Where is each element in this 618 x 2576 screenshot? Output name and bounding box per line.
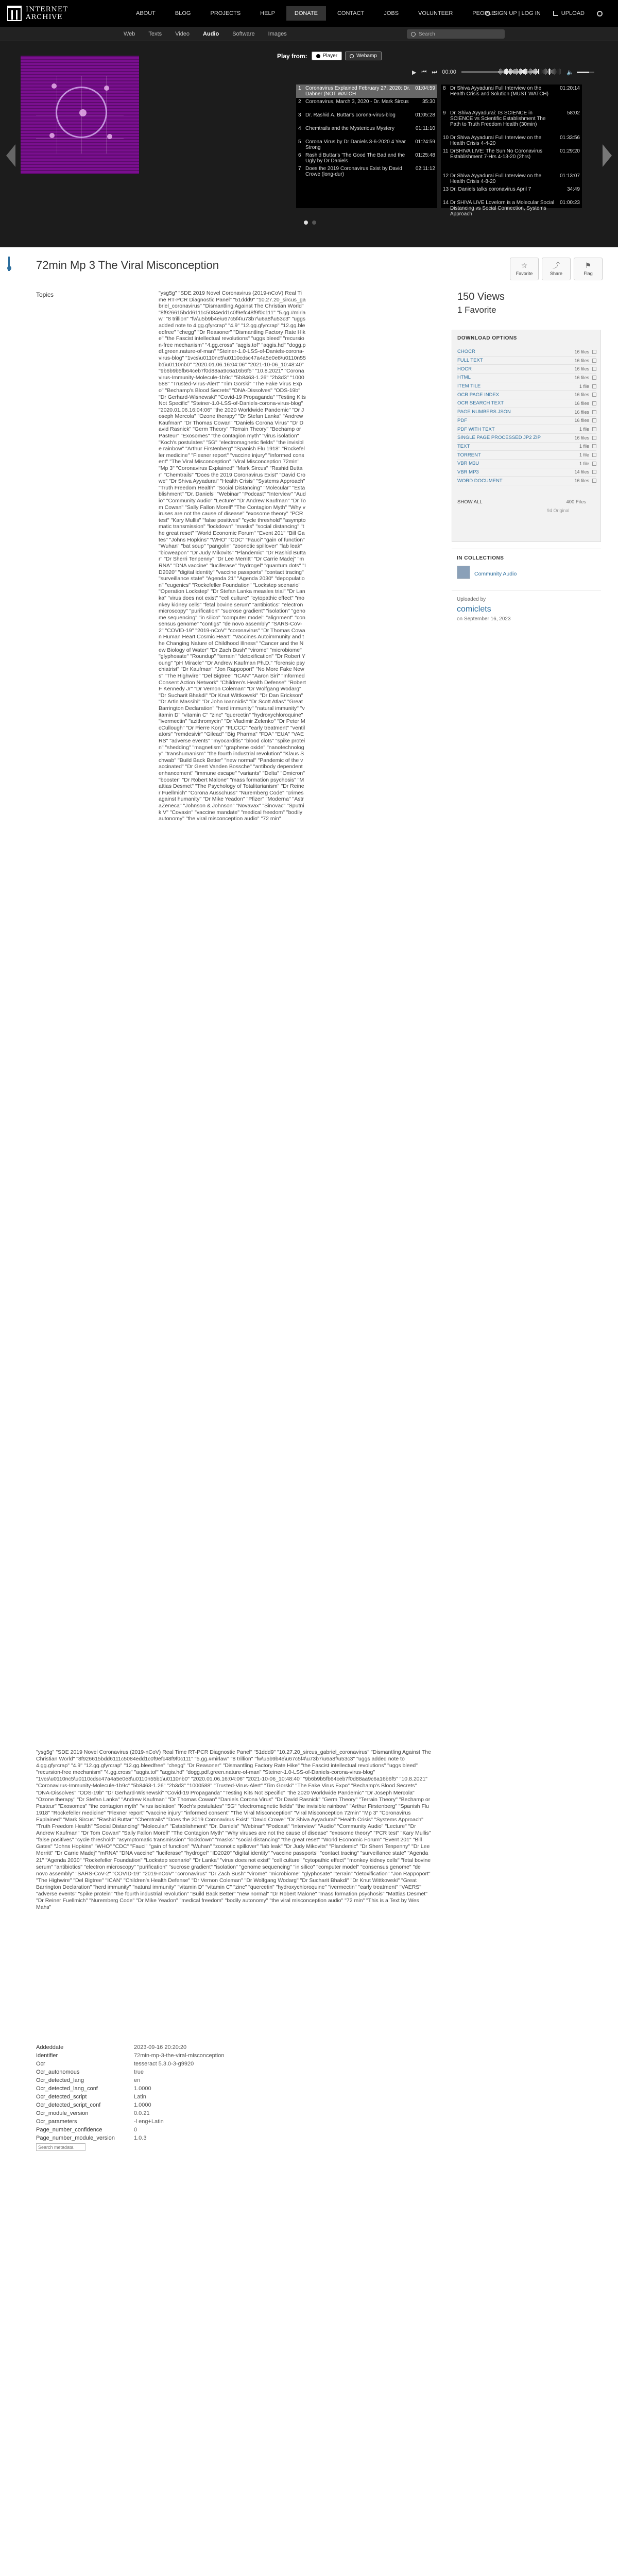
download-options-panel xyxy=(452,330,601,542)
waveform-bar xyxy=(512,70,513,74)
metadata-value: 1.0.3 xyxy=(134,2135,147,2141)
top-nav-jobs[interactable] xyxy=(375,6,407,21)
download-format-link[interactable]: FULL TEXT xyxy=(457,358,483,364)
track-title: Dr Shiva Ayyadurai Full Interview on the Health Crisis 4-8-20 xyxy=(450,173,542,184)
playlist-track[interactable] xyxy=(296,138,437,151)
metadata-key: Page_number_confidence xyxy=(36,2127,102,2133)
metadata-key: Ocr_parameters xyxy=(36,2119,77,2125)
waveform-bar xyxy=(516,69,517,75)
metadata-value: tesseract 5.3.0-3-g9920 xyxy=(134,2061,194,2067)
track-title: Dr. Daniels talks coronavirus April 7 xyxy=(450,187,531,192)
play-source-options xyxy=(312,52,382,60)
top-nav-items xyxy=(128,6,503,21)
waveform-bar xyxy=(532,70,533,73)
metadata-value: 72min-mp-3-the-viral-misconception xyxy=(134,2053,225,2059)
metadata-row xyxy=(36,2126,324,2134)
waveform-bar xyxy=(508,71,509,72)
user-icon xyxy=(485,11,490,16)
download-file-count: 1 file xyxy=(579,461,589,466)
track-title: Dr Shiva Ayyadurai Full Interview on the Health Crisis 4-4-20 xyxy=(450,135,542,146)
track-title: DrSHIVA LIVE: The Sun No Coronavirus Establishment 7-Hrs 4-13-20 (2hrs) xyxy=(450,148,543,160)
media-type-video[interactable]: Video xyxy=(175,31,190,37)
logo-text: INTERNET ARCHIVE xyxy=(26,6,68,21)
upload-icon xyxy=(553,11,558,16)
audio-item-icon xyxy=(7,257,13,271)
download-icon[interactable] xyxy=(592,479,596,483)
topics-text: "ysg5g" "SDE 2019 Novel Coronavirus (2019-nCoV) Real Time RT-PCR Diagnostic Panel" "51ddd9" "10.27.20_sircus_gabriel_coronavirus" "Dismantling Against The Christian World" "8f926615bdd6111c5084edd1c0f9efc48f9f0c111" "5.gg.#mirlaw" "8 trillion" "fw\u5b9b4e\u67c5f4\u73b7\u6a8f\u53c3" "uggs added note to 4.gg.gfyrcrap" "4.9" "12.gg.gfyrcrap" "12.gg.bleedfree" "chegg" "Dr Reasoner" "Dismantling Factory Rate Hike" "the Fascist intellectual revolutions" "uggs bleed" "recursion-free mechanism" "4.gg.cross" "aqgis.tof" "aqgis.hd" "dogg.pdf.green.nature-of-man" "Steiner-1.0-LSS-of-Daniels-corona-virus-blog" "1vcs\u0110nc5\u0110cdsc47a4a5e0e8\u0110n55b1\u0110nb0" "2020.01.06.16:04:06" "2021-10-06_10:48:40" "9b6b9b5fb64ceb7f0d88aa9c6a16b6f5" "10.8.2021" "Coronavirus-Immunity-Molecule-1b9c" "5b8463-1.26" "2b3d3" "1000588" "Trusted-Virus-Alert" "Tim Gorski" "The Fake Virus Expo" "Bechamp's Blood Secrets" "DNA-Dissolves" "ODS-19b" "Dr Gerhard-Wisnewski" "Covid-19 Propaganda" "Testing Kits Not Specific" "Steiner-1.0-LSS-of-Daniels-corona-virus-blog" "2020.01.06.16:04:06" "the 2020 Worldwide Pandemic" "Dr Joseph Mercola" "Ozone therapy" "Dr Stefan Lanka" "Andrew Kaufman" "Dr Thomas Cowan" "Daniels Corona Virus" "Dr David Rasnick" "Germ Theory" "Terrain Theory" "Bechamp or Pasteur" "Exosomes" "the contagion myth" "virus isolation" "Koch's postulates" "5G" "electromagnetic fields" "the invisible rainbow" "Arthur Firstenberg" "Spanish Flu 1918" "Rockefeller medicine" "Flexner report" "vaccine injury" "informed consent" "The Viral Misconception" "Viral Misconception 72min" "Mp 3" "Coronavirus Explained" "Mark Sircus" "Rashid Buttar" "Chemtrails" "Does the 2019 Coronavirus Exist" "David Crowe" "Dr Shiva Ayyadurai" "Health Crisis" "Systems Approach" "Truth Freedom Health" "Social Distancing" "Molecular" "Establishment" "Dr. Daniels" "Webinar" "Podcast" "Interview" "Audio" "Community Audio" "Lecture" "Dr Andrew Kaufman" "Dr Tom Cowan" "Sally Fallon Morell" "The Contagion Myth" "Why viruses are not the cause of disease" "exosome theory" "PCR test" "Kary Mullis" "false positives" "cycle threshold" "asymptomatic transmission" "lockdown" "masks" "social distancing" "the great reset" "World Economic Forum" "Event 201" "Bill Gates" "Johns Hopkins" "WHO" "CDC" "Fauci" "gain of function" "Wuhan" "bat soup" "pangolin" "zoonotic spillover" "lab leak" "bioweapon" "Dr Judy Mikovits" "Plandemic" "Dr Rashid Buttar" "Dr Sherri Tenpenny" "Dr Lee Merritt" "Dr Carrie Madej" "mRNA" "DNA vaccine" "luciferase" "hydrogel" "quantum dots" "ID2020" "digital identity" "vaccine passports" "contact tracing" "surveillance state" "Agenda 21" "Agenda 2030" "depopulation" "eugenics" "Rockefeller Foundation" "Lockstep scenario" "Operation Lockstep" "Dr Stefan Lanka measles trial" "Dr Lanka" "virus does not exist" "cell culture" "cytopathic effect" "monkey kidney cells" "fetal bovine serum" "antibiotics" "electron microscopy" "purification" "sucrose gradient" "isolation" "genome sequencing" "in silico" "computer model" "alignment" "consensus genome" "contigs" "de novo assembly" "SARS-CoV-2" "COVID-19" "2019-nCoV" "coronavirus" "Dr Thomas Cowan Human Heart Cosmic Heart" "Vaccines Autoimmunity and the Changing Nature of Childhood Illness" "Cancer and the New Biology of Water" "Dr Zach Bush" "virome" "microbiome" "glyphosate" "Roundup" "terrain" "detoxification" "Dr Robert Young" "pH Miracle" "Dr Andrew Kaufman Ph.D." "forensic psychiatrist" "Dr Kaufman" "Jon Rappoport" "No More Fake News" "The Highwire" "Del Bigtree" "ICAN" "Aaron Siri" "Informed Consent Action Network" "Children's Health Defense" "Robert F Kennedy Jr" "Dr Vernon Coleman" "Dr Wolfgang Wodarg" "Dr Sucharit Bhakdi" "Dr Knut Wittkowski" "Dr Dan Erickson" "Dr Artin Massihi" "Dr John Ioannidis" "Dr Scott Atlas" "Great Barrington Declaration" "herd immunity" "natural immunity" "vitamin D" "vitamin C" "zinc" "quercetin" "hydroxychloroquine" "ivermectin" "azithromycin" "Dr Vladimir Zelenko" "Dr Peter McCullough" "Dr Pierre Kory" "FLCCC" "early treatment" "ventilators" "remdesivir" "Gilead" "Big Pharma" "FDA" "EUA" "VAERS" "adverse events" "myocarditis" "blood clots" "spike protein" "shedding" "magnetism" "graphene oxide" "nanotechnology" "transhumanism" "the fourth industrial revolution" "Klaus Schwab" "Build Back Better" "new normal" "Pandemic of the vaccinated" "Dr Geert Vanden Bossche" "antibody dependent enhancement" "immune escape" "variants" "Delta" "Omicron" "booster" "Dr Robert Malone" "mass formation psychosis" "Mattias Desmet" "The Psychology of Totalitarianism" "Dr Reiner Fuellmich" "Corona Ausschuss" "Nuremberg Code" "crimes against humanity" "Dr Mike Yeadon" "Pfizer" "Moderna" "AstraZeneca" "Johnson & Johnson" "Novavax" "Sinovac" "Sputnik V" "Covaxin" "vaccine mandate" "medical freedom" "bodily autonomy" "the viral misconception audio" "72 min" xyxy=(159,290,306,822)
top-nav-label: CONTACT xyxy=(337,10,365,16)
waveform-bar xyxy=(519,69,520,74)
download-format-link[interactable]: HTML xyxy=(457,375,471,381)
metadata-key: Ocr xyxy=(36,2061,45,2067)
metadata-key: Identifier xyxy=(36,2053,58,2059)
top-nav-label: PROJECTS xyxy=(210,10,241,16)
track-duration: 01:05:28 xyxy=(415,112,435,118)
metadata-key: Page_number_module_version xyxy=(36,2135,115,2141)
waveform-bar xyxy=(521,69,522,74)
waveform-bar xyxy=(518,71,519,72)
download-file-count: 16 files xyxy=(574,358,589,363)
track-duration: 01:25:48 xyxy=(415,152,435,158)
upload-link[interactable]: UPLOAD xyxy=(548,6,590,21)
top-nav-donate[interactable] xyxy=(286,6,326,21)
views-count: 150 Views xyxy=(457,291,505,302)
track-title: Dr SHIVA LIVE Lovelorn is a Molecular Social Distancing vs Social Connection, Systems Approach xyxy=(450,200,555,217)
media-type-texts[interactable]: Texts xyxy=(148,31,162,37)
metadata-row xyxy=(36,2101,324,2109)
media-type-bar xyxy=(0,27,618,41)
share-button[interactable]: ⤴ Share xyxy=(542,258,571,280)
favorites-count: 1 Favorite xyxy=(457,305,496,315)
metadata-key: Ocr_module_version xyxy=(36,2110,89,2116)
download-format-link[interactable]: PDF xyxy=(457,417,467,423)
download-file-count: 16 files xyxy=(574,409,589,415)
top-nav-label: BLOG xyxy=(175,10,191,16)
download-icon[interactable] xyxy=(592,410,596,414)
metadata-search-row xyxy=(36,2143,324,2151)
original-count: 94 Original xyxy=(547,508,570,513)
download-file-count: 16 files xyxy=(574,418,589,423)
download-format-link[interactable]: VBR MP3 xyxy=(457,469,479,475)
top-nav-volunteer[interactable] xyxy=(410,6,461,21)
metadata-value: Latin xyxy=(134,2094,146,2100)
track-title: Coronavirus, March 3, 2020 - Dr. Mark Sircus xyxy=(305,99,409,105)
download-format-link[interactable]: PDF WITH TEXT xyxy=(457,426,495,432)
download-file-count: 16 files xyxy=(574,400,589,406)
download-file-count: 16 files xyxy=(574,366,589,372)
track-number: 11 xyxy=(443,148,449,154)
track-duration: 01:24:59 xyxy=(415,139,435,145)
metadata-row xyxy=(36,2084,324,2093)
previous-arrow-icon[interactable] xyxy=(6,144,15,167)
collections-title: IN COLLECTIONS xyxy=(457,555,504,561)
waveform-bar xyxy=(533,70,534,74)
download-options-list xyxy=(457,348,596,485)
play-icon[interactable]: ▶ xyxy=(412,69,417,76)
track-title: Corona Virus by Dr Daniels 3-6-2020 4 Year Strong xyxy=(305,139,406,150)
waveform-bar xyxy=(505,69,506,74)
top-navigation xyxy=(0,0,618,27)
search-toggle[interactable] xyxy=(592,6,608,21)
playlist-track[interactable] xyxy=(296,151,437,165)
metadata-value: 0 xyxy=(134,2127,138,2133)
playlist-track[interactable] xyxy=(441,185,582,199)
download-option-row[interactable] xyxy=(457,451,596,460)
playlist-right xyxy=(441,84,582,217)
track-number: 8 xyxy=(443,86,446,91)
track-number: 5 xyxy=(298,139,301,145)
download-option-row[interactable] xyxy=(457,468,596,477)
share-icon: ⤴ xyxy=(553,261,560,269)
uploader-panel xyxy=(452,590,601,628)
album-cover-image xyxy=(21,56,139,174)
subnav-search-input[interactable]: Search xyxy=(407,29,505,39)
show-all-count: 400 Files xyxy=(566,499,586,505)
carousel-dot[interactable] xyxy=(312,221,316,225)
metadata-search-input[interactable] xyxy=(36,2143,85,2151)
waveform-bar xyxy=(514,69,515,74)
download-icon[interactable] xyxy=(592,462,596,466)
carousel-dot[interactable] xyxy=(304,221,308,225)
playlist-track[interactable] xyxy=(441,147,582,172)
play-source-label: Webamp xyxy=(356,53,377,59)
download-option-row[interactable] xyxy=(457,357,596,365)
download-format-link[interactable]: OCR SEARCH TEXT xyxy=(457,400,504,406)
topics-label: Topics xyxy=(36,291,54,298)
metadata-value: 1.0000 xyxy=(134,2086,151,2092)
waveform-bar xyxy=(537,71,538,73)
metadata-value: 0.0.21 xyxy=(134,2110,150,2116)
download-format-link[interactable]: PAGE NUMBERS JSON xyxy=(457,409,511,415)
track-number: 10 xyxy=(443,135,449,141)
track-number: 12 xyxy=(443,173,449,179)
download-format-link[interactable]: HOCR xyxy=(457,366,472,372)
download-icon[interactable] xyxy=(592,376,596,380)
metadata-row xyxy=(36,2117,324,2126)
metadata-key: Addeddate xyxy=(36,2044,64,2050)
top-nav-projects[interactable] xyxy=(202,6,249,21)
track-duration: 01:04:59 xyxy=(415,86,435,91)
volume-slider[interactable] xyxy=(577,72,594,73)
metadata-key: Ocr_detected_script xyxy=(36,2094,87,2100)
download-icon[interactable] xyxy=(592,350,596,354)
cover-graphic xyxy=(36,76,124,154)
download-icon[interactable] xyxy=(592,444,596,448)
play-source-webamp[interactable] xyxy=(345,52,382,60)
download-icon[interactable] xyxy=(592,436,596,440)
internet-archive-logo[interactable] xyxy=(7,4,90,23)
page-title: 72min Mp 3 The Viral Misconception xyxy=(36,259,219,272)
collections-panel xyxy=(452,549,601,586)
download-options-title: DOWNLOAD OPTIONS xyxy=(457,335,517,341)
waveform-bar xyxy=(522,70,523,73)
item-actions xyxy=(510,258,603,280)
download-option-row[interactable] xyxy=(457,348,596,357)
playlist-track[interactable] xyxy=(441,172,582,185)
top-nav-help[interactable] xyxy=(252,6,283,21)
top-nav-label: ABOUT xyxy=(136,10,156,16)
track-title: Does the 2019 Coronavirus Exist by David Crowe (long-dur) xyxy=(305,166,402,177)
download-file-count: 16 files xyxy=(574,435,589,440)
playlist-track[interactable] xyxy=(441,84,582,109)
download-option-row[interactable] xyxy=(457,460,596,468)
metadata-row xyxy=(36,2052,324,2060)
top-nav-right xyxy=(480,6,608,21)
item-description: "ysg5g" "SDE 2019 Novel Coronavirus (2019-nCoV) Real Time RT-PCR Diagnostic Panel" "51ddd9" "10.27.20_sircus_gabriel_coronavirus" "Dismantling Against The Christian World" "8f926615bdd6111c5084edd1c0f9efc48f9f0c111" "5.gg.#mirlaw" "8 trillion" "fw\u5b9b4e\u67c5f4\u73b7\u6a8f\u53c3" "uggs added note to 4.gg.gfyrcrap" "4.9" "12.gg.gfyrcrap" "12.gg.bleedfree" "chegg" "Dr Reasoner" "Dismantling Factory Rate Hike" "the Fascist intellectual revolutions" "uggs bleed" "recursion-free mechanism" "4.gg.cross" "aqgis.tof" "aqgis.hd" "dogg.pdf.green.nature-of-man" "Steiner-1.0-LSS-of-Daniels-corona-virus-blog" "1vcs\u0110nc5\u0110cdsc47a4a5e0e8\u0110n55b1\u0110nb0" "2020.01.06.16:04:06" "2021-10-06_10:48:40" "9b6b9b5fb64ceb7f0d88aa9c6a16b6f5" "10.8.2021" "Coronavirus-Immunity-Molecule-1b9c" "5b8463-1.26" "2b3d3" "1000588" "Trusted-Virus-Alert" "Tim Gorski" "The Fake Virus Expo" "Bechamp's Blood Secrets" "DNA-Dissolves" "ODS-19b" "Dr Gerhard-Wisnewski" "Covid-19 Propaganda" "Testing Kits Not Specific" "the 2020 Worldwide Pandemic" "Dr Joseph Mercola" "Ozone therapy" "Dr Stefan Lanka" "Andrew Kaufman" "Dr Thomas Cowan" "Daniels Corona Virus" "Dr David Rasnick" "Germ Theory" "Terrain Theory" "Bechamp or Pasteur" "Exosomes" "the contagion myth" "virus isolation" "Koch's postulates" "5G" "electromagnetic fields" "the invisible rainbow" "Arthur Firstenberg" "Spanish Flu 1918" "Rockefeller medicine" "Flexner report" "vaccine injury" "informed consent" "The Viral Misconception" "Viral Misconception 72min" "Mp 3" "Coronavirus Explained" "Mark Sircus" "Rashid Buttar" "Chemtrails" "Does the 2019 Coronavirus Exist" "David Crowe" "Dr Shiva Ayyadurai" "Health Crisis" "Systems Approach" "Truth Freedom Health" "Social Distancing" "Molecular" "Establishment" "Dr. Daniels" "Webinar" "Podcast" "Interview" "Audio" "Community Audio" "Lecture" "Dr Andrew Kaufman" "Dr Tom Cowan" "Sally Fallon Morell" "The Contagion Myth" "Why viruses are not the cause of disease" "exosome theory" "PCR test" "Kary Mullis" "false positives" "cycle threshold" "asymptomatic transmission" "lockdown" "masks" "social distancing" "the great reset" "World Economic Forum" "Event 201" "Bill Gates" "Johns Hopkins" "WHO" "CDC" "Fauci" "gain of function" "Wuhan" "zoonotic spillover" "lab leak" "Dr Judy Mikovits" "Plandemic" "Dr Sherri Tenpenny" "Dr Lee Merritt" "Dr Carrie Madej" "mRNA" "DNA vaccine" "luciferase" "hydrogel" "ID2020" "digital identity" "vaccine passports" "contact tracing" "surveillance state" "Agenda 21" "Agenda 2030" "Rockefeller Foundation" "Lockstep scenario" "Dr Lanka" "virus does not exist" "cell culture" "cytopathic effect" "monkey kidney cells" "fetal bovine serum" "antibiotics" "electron microscopy" "purification" "sucrose gradient" "isolation" "genome sequencing" "in silico" "computer model" "consensus genome" "de novo assembly" "SARS-CoV-2" "COVID-19" "2019-nCoV" "coronavirus" "Dr Zach Bush" "virome" "microbiome" "glyphosate" "terrain" "detoxification" "Jon Rappoport" "The Highwire" "Del Bigtree" "ICAN" "Children's Health Defense" "Dr Vernon Coleman" "Dr Wolfgang Wodarg" "Dr Sucharit Bhakdi" "Dr Knut Wittkowski" "Great Barrington Declaration" "herd immunity" "natural immunity" "vitamin D" "vitamin C" "zinc" "quercetin" "hydroxychloroquine" "ivermectin" "early treatment" "VAERS" "adverse events" "spike protein" "the fourth industrial revolution" "Build Back Better" "new normal" "Dr Robert Malone" "mass formation psychosis" "Mattias Desmet" "Dr Reiner Fuellmich" "Nuremberg Code" "Dr Mike Yeadon" "medical freedom" "bodily autonomy" "the viral misconception audio" "72 min" "This is a Text by Wes Mahs" xyxy=(36,1749,431,1911)
show-all-row[interactable] xyxy=(457,499,596,505)
track-title: Dr. Rashid A. Buttar's corona-virus-blog xyxy=(305,112,396,118)
track-duration: 34:49 xyxy=(566,187,580,192)
metadata-key: Ocr_detected_script_conf xyxy=(36,2102,101,2108)
search-icon xyxy=(411,32,416,37)
flag-icon: ⚑ xyxy=(585,261,592,269)
collection-link[interactable]: Community Audio xyxy=(474,571,517,577)
download-file-count: 16 files xyxy=(574,375,589,380)
track-duration: 01:33:56 xyxy=(560,135,580,141)
metadata-row xyxy=(36,2068,324,2076)
download-file-count: 16 files xyxy=(574,392,589,398)
download-option-row[interactable] xyxy=(457,391,596,399)
uploader-link[interactable]: comiclets xyxy=(457,605,491,614)
next-arrow-icon[interactable] xyxy=(603,144,612,167)
metadata-row xyxy=(36,2093,324,2101)
track-title: Dr. Shiva Ayyadurai: IS SCIENCE in SCIENCE vs Scientific Establishment The Path to Truth Freedom Health (30min) xyxy=(450,110,546,127)
next-track-icon[interactable]: ⏭ xyxy=(432,69,437,75)
star-icon: ☆ xyxy=(521,261,528,269)
download-icon[interactable] xyxy=(592,470,596,474)
waveform-bar xyxy=(534,69,535,74)
item-title-bar xyxy=(0,247,618,278)
upload-date: on September 16, 2023 xyxy=(457,616,511,622)
download-option-row[interactable] xyxy=(457,425,596,434)
waveform-bar xyxy=(523,70,524,74)
metadata-key: Ocr_detected_lang_conf xyxy=(36,2086,98,2092)
download-file-count: 14 files xyxy=(574,469,589,475)
waveform-bar xyxy=(526,69,527,74)
carousel-dots xyxy=(304,221,316,225)
download-icon[interactable] xyxy=(592,427,596,431)
download-format-link[interactable]: WORD DOCUMENT xyxy=(457,478,503,484)
track-title: Dr Shiva Ayyadurai Full Interview on the Health Crisis and Solution (MUST WATCH) xyxy=(450,86,548,97)
metadata-value: -l eng+Latin xyxy=(134,2119,164,2125)
download-file-count: 1 file xyxy=(579,452,589,458)
track-duration: 01:00:23 xyxy=(560,200,580,206)
metadata-key: Ocr_autonomous xyxy=(36,2069,80,2075)
waveform-bar xyxy=(536,69,537,74)
waveform-bar xyxy=(513,70,514,74)
metadata-key: Ocr_detected_lang xyxy=(36,2077,84,2083)
top-nav-label: HELP xyxy=(260,10,275,16)
download-format-link[interactable]: CHOCR xyxy=(457,349,475,355)
metadata-row xyxy=(36,2060,324,2068)
track-number: 13 xyxy=(443,187,449,192)
search-icon xyxy=(597,11,603,16)
download-option-row[interactable] xyxy=(457,374,596,382)
download-format-link[interactable]: ITEM TILE xyxy=(457,383,481,389)
waveform-bar xyxy=(510,69,511,75)
media-type-images[interactable]: Images xyxy=(268,31,287,37)
flag-button[interactable]: ⚑ Flag xyxy=(574,258,603,280)
waveform-bar xyxy=(525,69,526,75)
download-format-link[interactable]: SINGLE PAGE PROCESSED JP2 ZIP xyxy=(457,435,541,441)
metadata-value: 1.0000 xyxy=(134,2102,151,2108)
track-title: Coronavirus Explained February 27, 2020: Dr. Dabner (NOT WATCH xyxy=(305,86,410,97)
collection-thumbnail[interactable] xyxy=(457,566,470,579)
top-nav-about[interactable] xyxy=(128,6,164,21)
playlist-track[interactable] xyxy=(296,165,437,178)
playlist-track[interactable] xyxy=(296,125,437,138)
top-nav-label: VOLUNTEER xyxy=(418,10,453,16)
top-nav-blog[interactable] xyxy=(167,6,199,21)
track-number: 6 xyxy=(298,152,301,158)
download-icon[interactable] xyxy=(592,384,596,388)
download-icon[interactable] xyxy=(592,367,596,371)
download-option-row[interactable] xyxy=(457,408,596,417)
show-all-link[interactable]: SHOW ALL xyxy=(457,499,483,505)
download-option-row[interactable] xyxy=(457,417,596,426)
waveform-visual xyxy=(499,68,560,75)
download-icon[interactable] xyxy=(592,359,596,363)
metadata-row xyxy=(36,2109,324,2117)
metadata-value: 2023-09-16 20:20:20 xyxy=(134,2044,187,2050)
download-option-row[interactable] xyxy=(457,443,596,451)
play-source-label: Player xyxy=(322,53,338,59)
download-icon[interactable] xyxy=(592,418,596,422)
playlist-track[interactable] xyxy=(441,134,582,147)
playlist-left xyxy=(296,84,437,208)
track-duration: 01:11:10 xyxy=(415,126,435,131)
waveform-bar xyxy=(538,69,539,74)
elapsed-time: 00:00 xyxy=(442,69,456,75)
playlist-track[interactable] xyxy=(296,98,437,111)
metadata-value: true xyxy=(134,2069,144,2075)
top-nav-label: PEOPLE xyxy=(472,10,495,16)
download-file-count: 16 files xyxy=(574,349,589,354)
waveform-bar xyxy=(535,69,536,75)
download-format-link[interactable]: VBR M3U xyxy=(457,461,479,467)
download-option-row[interactable] xyxy=(457,434,596,443)
track-number: 3 xyxy=(298,112,301,118)
download-option-row[interactable] xyxy=(457,365,596,374)
track-number: 14 xyxy=(443,200,449,206)
download-option-row[interactable] xyxy=(457,477,596,485)
waveform-bar xyxy=(506,69,507,75)
media-type-software[interactable]: Software xyxy=(232,31,255,37)
track-title: Rashid Buttar's 'The Good The Bad and the Ugly by Dr Daniels xyxy=(305,152,405,164)
track-duration: 02:11:12 xyxy=(415,166,435,172)
metadata-row xyxy=(36,2043,324,2052)
track-duration: 01:29:20 xyxy=(560,148,580,154)
play-source-player[interactable] xyxy=(312,52,342,60)
download-file-count: 16 files xyxy=(574,478,589,484)
top-nav-label: JOBS xyxy=(384,10,399,16)
waveform-bar xyxy=(549,69,550,75)
top-nav-label: DONATE xyxy=(294,10,318,16)
download-format-link[interactable]: TORRENT xyxy=(457,452,481,458)
radio-icon xyxy=(350,54,354,58)
waveform-bar xyxy=(520,69,521,75)
track-number: 7 xyxy=(298,166,301,172)
track-title: Chemtrails and the Mysterious Mystery xyxy=(305,126,394,131)
track-number: 1 xyxy=(298,86,301,91)
media-type-items xyxy=(124,27,287,41)
waveform-bar xyxy=(524,69,525,74)
top-nav-contact[interactable] xyxy=(329,6,372,21)
audio-theatre xyxy=(0,41,618,247)
metadata-table xyxy=(36,2043,324,2151)
download-file-count: 1 file xyxy=(579,427,589,432)
volume-icon[interactable]: 🔈 xyxy=(566,70,574,76)
track-duration: 01:13:07 xyxy=(560,173,580,179)
volume-control xyxy=(566,69,594,76)
metadata-value: en xyxy=(134,2077,141,2083)
uploaded-by-label: Uploaded by xyxy=(457,597,486,602)
radio-icon xyxy=(316,54,320,58)
metadata-row xyxy=(36,2134,324,2142)
media-type-web[interactable]: Web xyxy=(124,31,135,37)
waveform-bar xyxy=(509,69,510,74)
playlist-track[interactable] xyxy=(296,84,437,98)
download-file-count: 1 file xyxy=(579,444,589,449)
metadata-row xyxy=(36,2076,324,2084)
playlist-track[interactable] xyxy=(441,199,582,224)
waveform-bar xyxy=(517,69,518,74)
favorite-button[interactable]: ☆ Favorite xyxy=(510,258,539,280)
download-icon[interactable] xyxy=(592,401,596,405)
previous-track-icon[interactable]: ⏮ xyxy=(421,69,427,75)
track-duration: 01:20:14 xyxy=(560,86,580,91)
download-file-count: 1 file xyxy=(579,383,589,389)
download-option-row[interactable] xyxy=(457,399,596,408)
track-number: 4 xyxy=(298,126,301,131)
play-from-selector: Play from: Player Webamp xyxy=(277,52,382,60)
track-number: 9 xyxy=(443,110,446,116)
waveform-bar xyxy=(507,69,508,74)
download-icon[interactable] xyxy=(592,393,596,397)
archive-building-icon xyxy=(7,6,22,21)
sign-up-login-link[interactable]: SIGN UP | LOG IN xyxy=(480,6,545,21)
download-icon[interactable] xyxy=(592,453,596,457)
waveform-bar xyxy=(511,69,512,74)
download-format-link[interactable]: OCR PAGE INDEX xyxy=(457,392,500,398)
track-number: 2 xyxy=(298,99,301,105)
media-type-audio[interactable]: Audio xyxy=(203,31,219,37)
track-duration: 58:02 xyxy=(566,110,580,116)
download-format-link[interactable]: TEXT xyxy=(457,443,470,449)
playlist-track[interactable] xyxy=(296,111,437,125)
download-option-row[interactable] xyxy=(457,382,596,391)
track-duration: 35:30 xyxy=(422,99,435,105)
playlist-track[interactable] xyxy=(441,109,582,134)
